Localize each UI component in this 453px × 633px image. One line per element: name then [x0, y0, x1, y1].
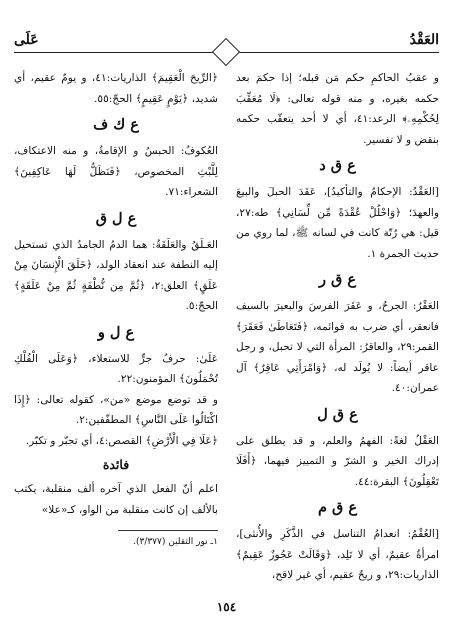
- footnote-rule: [118, 530, 218, 531]
- paragraph: اعلم أنّ الفعل الذي آخره ألف منقلبة، يكتب بالألف إن كانت منقلبة من الواو، كـ«علا»: [14, 483, 218, 516]
- left-column: [14, 68, 218, 549]
- root-heading: ع ك ف: [93, 116, 139, 133]
- paragraph: ﴿الرِّيحَ الْعَقِيمَ﴾ الذاريات:٤١، و يومٌ عقيم، أي شديد، ﴿يَوْمٍ عَقِيمٍ﴾ الحجّ:٥٥.: [14, 72, 218, 105]
- paragraph: العَـلَقُ والعَلَقَةُ: هما الدمُ الجامدُ الذي تستحيل إليه النطفة عند انعقاد الولد، ﴿خَلَقَ الْإِنسَانَ مِنْ عَلَقٍ﴾ العلق:٢، ﴿ثُمَّ مِن نُّطْفَةٍ ثُمَّ مِنْ عَلَقَةٍ﴾ الحجّ:٥.: [14, 238, 219, 312]
- header-left-title: عَلَى: [14, 32, 39, 48]
- right-column: [236, 68, 439, 586]
- root-heading: ع ق م: [318, 499, 357, 516]
- page-number: ١٥٤: [216, 600, 237, 614]
- paragraph: العُكوفُ: الحبسُ و الإقامةُ، و منه الاعتكاف، لِلَّبْثِ المخصوص، ﴿فَنَظَلُّ لَهَا عَاكِفِينَ﴾ الشعراء:٧١.: [14, 145, 218, 198]
- paragraph: ﴿عَلَا فِي الْأَرْضِ﴾ القصص:٤، أي تجبّر و تكبّر.: [25, 434, 218, 447]
- root-heading: ع ل و: [97, 323, 135, 341]
- root-heading: ع ق د: [319, 157, 356, 174]
- note-heading: فائدة: [102, 457, 130, 472]
- paragraph: و عقبُ الحاكمِ حكم مَن قبله؛ إذا حكمَ بعد حكمه بغيره، و منه قوله تعالى: ﴿لَا مُعَقِّبَ لِحُكْمِهِۦ﴾ الرعد:٤١، أي لا أحد يتعقّب حكمه بنقض و لا تفسير.: [236, 72, 439, 146]
- paragraph: عَلَىٰ: حرفُ جرٍّ للاستعلاء، ﴿وَعَلَى الْفُلْكِ تُحْمَلُونَ﴾ المؤمنون:٢٢.: [14, 352, 218, 385]
- root-heading: ع ق ر: [318, 271, 356, 288]
- root-heading: ع ل ق: [95, 209, 137, 227]
- paragraph: العَقْلُ لغةً: الفهمُ والعلم، و قد يطلق على إدراك الخير و الشرّ و التمييز فيهما، ﴿أَفَلَا تَعْقِلُونَ﴾ البقرة:٤٤.: [236, 434, 439, 488]
- paragraph: [العَقْدُ: الإحكامُ والتأكيدُ]، عَقَدَ الحبلَ والبيعَ والعهدَ؛ ﴿وَاحْلُلْ عُقْدَةً مِّن لِّسَانِي﴾ طه:٢٧، قيل: هي رُتّة كانت في لسانه ﷺ، لما روي من حديث الجمرة ١.: [236, 186, 439, 260]
- header-right-title: العَقْدُ: [409, 32, 439, 48]
- footnote: ١ـ نور الثقلين (٣/٣٧٧).: [133, 537, 218, 547]
- paragraph: العَقْرُ: الجرحُ، و عَقَرَ الفرسَ والبعيرَ بالسيف فانعقر، أي ضرب به قوائمه، ﴿فَتَعَاطَىٰ فَعَقَرَ﴾ القمر:٢٩، والعاقرُ: المرأة التي لا تحبل، و رجل عاقر أيضاً: لا يُولَد له، ﴿وَامْرَأَتِي عَاقِرٌ﴾ آل عمران:٤٠.: [236, 300, 439, 394]
- paragraph: [العُقْمُ: انعدامُ التناسل في الذَّكَرِ والأُنثى]، امرأةٌ عقيمٌ، أي لا تَلِد، ﴿وَقَالَتْ عَجُوزٌ عَقِيمٌ﴾ الذاريات:٢٩، و ريحٌ عقيم، أي غير لاقح،: [236, 528, 439, 581]
- paragraph: و قد توضع موضع «من»، كقوله تعالى: ﴿إِذَا اكْتَالُوا عَلَى النَّاسِ﴾ المطفّفين:٢.: [14, 393, 218, 426]
- root-heading: ع ق ل: [317, 405, 358, 423]
